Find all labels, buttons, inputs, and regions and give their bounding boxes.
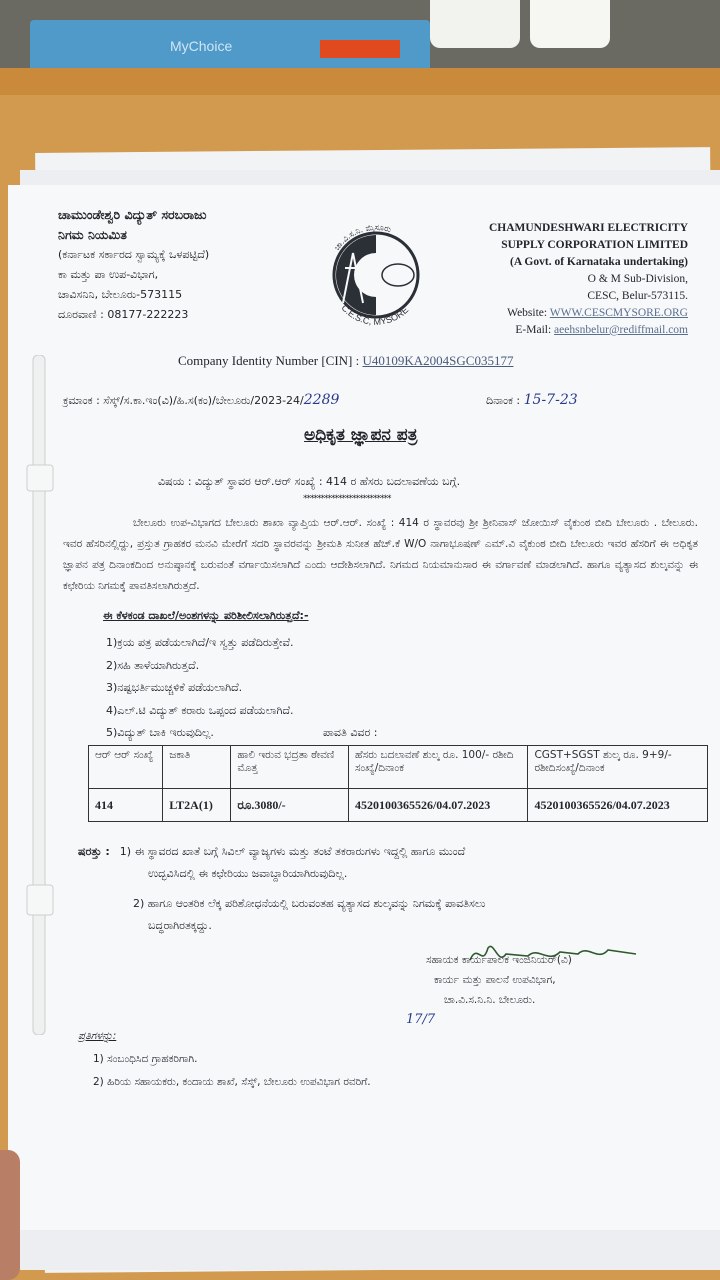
box-brand-2 xyxy=(320,40,400,58)
org-name-en: CHAMUNDESHWARI ELECTRICITY xyxy=(488,222,688,234)
email-label: E-Mail: xyxy=(515,324,555,336)
condition-item: 2) ಹಾಗೂ ಆಂತರಿಕ ಲೆಕ್ಕ ಪರಿಶೋಧನೆಯಲ್ಲಿ ಬರುವಂತಹ ವ್ಯತ್ಯಾಸದ ಶುಲ್ಕವನ್ನು ನಿಗಮಕ್ಕೆ ಪಾವತಿಸಲು xyxy=(133,897,486,910)
signatory-initial: 17/7 xyxy=(406,1012,436,1027)
cin-label: Company Identity Number [CIN] : xyxy=(178,353,363,368)
separator-stars: ************************* xyxy=(303,494,391,504)
cesc-logo-icon xyxy=(313,213,438,328)
memo-title: ಅಧಿಕೃತ ಜ್ಞಾಪನ ಪತ್ರ xyxy=(304,425,418,445)
checklist-item: 3)ನಷ್ಟಭರ್ತಿಮುಚ್ಚಳಿಕೆ ಪಡೆಯಲಾಗಿದೆ. xyxy=(106,681,243,694)
table-cell: 4520100365526/04.07.2023 xyxy=(528,789,708,822)
ref-handwritten-number: 2289 xyxy=(303,392,340,408)
email-link[interactable]: aeehsnbelur@rediffmail.com xyxy=(554,324,688,336)
condition-item: ಬದ್ಧರಾಗಿರತಕ್ಕದ್ದು. xyxy=(148,919,212,932)
table-cell: 4520100365526/04.07.2023 xyxy=(348,789,528,822)
govt-undertaking-en: (A Govt. of Karnataka undertaking) xyxy=(510,256,688,268)
table-header-row xyxy=(89,746,708,789)
signatory-office: ಚಾ.ವಿ.ಸ.ನಿ.ನಿ. ಬೇಲೂರು. xyxy=(444,994,536,1006)
table-cell: LT2A(1) xyxy=(163,789,231,822)
table-header: ಆರ್ ಆರ್ ಸಂಖ್ಯೆ xyxy=(89,746,163,789)
org-name-kn-2: ನಿಗಮ ನಿಯಮಿತ xyxy=(58,227,127,242)
cin-value: U40109KA2004SGC035177 xyxy=(362,353,514,368)
header-english xyxy=(448,220,688,339)
address-kn: ಚಾವಿಸನಿನಿ, ಬೇಲೂರು-573115 xyxy=(58,288,183,301)
email-line xyxy=(448,322,688,339)
table-header: ಹೆಸರು ಬದಲಾವಣೆ ಶುಲ್ಕ ರೂ. 100/- ರಶೀದಿ ಸಂಖ್ಯೆ/ದಿನಾಂಕ xyxy=(348,746,528,789)
table-header: CGST+SGST ಶುಲ್ಕ ರೂ. 9+9/- ರಶೀದಿಸಂಖ್ಯೆ/ದಿನಾಂಕ xyxy=(528,746,708,789)
table-row xyxy=(89,789,708,822)
phone-kn: ದೂರವಾಣಿ : 08177-222223 xyxy=(58,308,189,321)
conditions xyxy=(78,841,485,937)
paper-roll-1 xyxy=(430,0,520,48)
logo-bottom-text: C.E.S.C, MYSORE xyxy=(339,302,411,327)
website-label: Website: xyxy=(507,307,550,319)
ref-text: ಕ್ರಮಾಂಕ : ಸೆಸ್ಕ್/ಸ.ಕಾ.ಇಂ(ವಿ)/ಹಿ.ಸ(ಕಂ)/ಬೇಲೂರು/2023-24/ xyxy=(63,394,304,407)
condition-item: ಉದ್ಭವಿಸಿದಲ್ಲಿ ಈ ಕಛೇರಿಯು ಜವಾಬ್ದಾರಿಯಾಗಿರುವುದಿಲ್ಲ. xyxy=(148,867,348,880)
box-brand: MyChoice xyxy=(170,38,233,54)
conditions-label: ಷರತ್ತು : xyxy=(78,845,110,858)
reference-number xyxy=(63,392,339,408)
checklist-item: 1)ಕ್ರಯ ಪತ್ರ ಪಡೆಯಲಾಗಿದೆ/ಇ ಸ್ವತ್ತು ಪಡೆದಿರುತ್ತೇವೆ. xyxy=(106,636,294,649)
copies-block xyxy=(78,1025,371,1094)
signatory-block xyxy=(406,950,572,1030)
copies-label: ಪ್ರತಿಗಳನ್ನು: xyxy=(78,1030,117,1042)
condition-item: 1) ಈ ಸ್ಥಾವರದ ಖಾತೆ ಬಗ್ಗೆ ಸಿವಿಲ್ ವ್ಯಾಜ್ಯಗಳು ಮತ್ತು ತಂಟೆ ತಕರಾರುಗಳು ಇದ್ದಲ್ಲಿ ಹಾಗೂ ಮುಂದೆ xyxy=(119,845,466,858)
header-kannada xyxy=(58,205,209,325)
table-header: ಜಕಾತಿ xyxy=(163,746,231,789)
logo-top-text: ಚಾ.ವಿ.ಸ.ನಿ. ಮೈಸೂರು xyxy=(332,222,393,253)
subject-line: ವಿಷಯ : ವಿದ್ಯುತ್ ಸ್ಥಾವರ ಆರ್.ಆರ್ ಸಂಖ್ಯೆ : 414 ರ ಹೆಸರು ಬದಲಾವಣೆಯ ಬಗ್ಗೆ. xyxy=(158,475,461,488)
date-value: 15-7-23 xyxy=(523,392,578,408)
website-line xyxy=(448,305,688,322)
date-label: ದಿನಾಂಕ : xyxy=(486,394,524,407)
date-line xyxy=(486,392,578,408)
payment-title: ಪಾವತಿ ವಿವರ : xyxy=(323,726,378,739)
table-cell: ರೂ.3080/- xyxy=(231,789,349,822)
subdivision-kn: ಕಾ ಮತ್ತು ಪಾ ಉಪ-ವಿಭಾಗ, xyxy=(58,268,159,281)
copy-item: 1) ಸಂಬಂಧಿಸಿದ ಗ್ರಾಹಕರಿಗಾಗಿ. xyxy=(93,1053,198,1065)
signatory-title: ಸಹಾಯಕ ಕಾರ್ಯಪಾಲಕ ಇಂಜಿನಿಯರ್(ವಿ) xyxy=(426,954,572,966)
table-header: ಹಾಲಿ ಇರುವ ಭದ್ರತಾ ಠೇವಣಿ ಮೊತ್ತ xyxy=(231,746,349,789)
finger-edge xyxy=(0,1150,20,1280)
table-cell: 414 xyxy=(89,789,163,822)
body-paragraph: ಬೇಲೂರು ಉಪ-ವಿಭಾಗದ ಬೇಲೂರು ಶಾಖಾ ವ್ಯಾಪ್ತಿಯ ಆರ್.ಆರ್. ಸಂಖ್ಯೆ : 414 ರ ಸ್ಥಾವರವು ಶ್ರೀ ಶ್ರೀನಿವಾಸ್ ಜೋಯಿಸ್ ವೈಕುಂಠ ಬೀದಿ ಬೇಲೂರು . ಬೇಲೂರು. ಇವರ ಹೆಸರಿನಲ್ಲಿದ್ದು, ಪ್ರಸ್ತುತ ಗ್ರಾಹಕರ ಮನವಿ ಮೇರೆಗೆ ಸದರಿ ಸ್ಥಾವರವನ್ನು ಶ್ರೀಮತಿ ಸುನೀತ ಹೆಚ್.ಕೆ W/O ನಾಗಾಭೂಷಣ್ ಎಮ್.ವಿ ವೈಕುಂಠ ಬೀದಿ ಬೇಲೂರು ಇವರ ಹೆಸರಿಗೆ ಈ ಅಧಿಕೃತ ಜ್ಞಾಪನ ಪತ್ರ ದಿನಾಂಕದಿಂದ ಅನುಷ್ಠಾನಕ್ಕೆ ಬರುವಂತೆ ವರ್ಗಾಯಿಸಲಾಗಿದೆ ಎಂದು ಆದೇಶಿಸಲಾಗಿದೆ. ನಿಗಮದ ನಿಯಮಾನುಸಾರ ಈ ವರ್ಗಾವಣೆ ಮಾಡಲಾಗಿದೆ. ಹಾಗೂ ವ್ಯತ್ಯಾಸದ ಶುಲ್ಕವನ್ನು ಈ ಕಛೇರಿಯ ನಿಗಮಕ್ಕೆ ಪಾವತಿಸಲಾಗಿರುತ್ತದೆ. xyxy=(63,517,698,592)
checklist-item: 2)ಸಹಿ ತಾಳೆಯಾಗಿರುತ್ತದೆ. xyxy=(106,658,200,672)
paper-roll-2 xyxy=(530,0,610,48)
signatory-dept: ಕಾರ್ಯ ಮತ್ತು ಪಾಲನೆ ಉಪವಿಭಾಗ, xyxy=(434,974,556,986)
copy-item: 2) ಹಿರಿಯ ಸಹಾಯಕರು, ಕಂದಾಯ ಶಾಖೆ, ಸೆಸ್ಕ್, ಬೇಲೂರು ಉಪವಿಭಾಗ ರವರಿಗೆ. xyxy=(93,1076,371,1088)
govt-undertaking-kn: (ಕರ್ನಾಟಕ ಸರ್ಕಾರದ ಸ್ವಾಮ್ಯಕ್ಕೆ ಒಳಪಟ್ಟಿದೆ) xyxy=(58,248,210,261)
cin-line xyxy=(178,353,513,369)
org-name-en-2: SUPPLY CORPORATION LIMITED xyxy=(501,239,688,251)
address-en: CESC, Belur-573115. xyxy=(587,290,688,302)
website-link[interactable]: WWW.CESCMYSORE.ORG xyxy=(549,307,688,319)
org-name-kn: ಚಾಮುಂಡೇಶ್ವರಿ ವಿದ್ಯುತ್ ಸರಬರಾಜು xyxy=(58,207,207,222)
checklist-title: ಈ ಕೆಳಕಂಡ ದಾಖಲೆ/ಅಂಶಗಳನ್ನು ಪರಿಶೀಲಿಸಲಾಗಿರುತ್ತದೆ:- xyxy=(103,609,309,622)
payment-table xyxy=(88,745,708,822)
checklist-item: 5)ವಿದ್ಯುತ್ ಬಾಕಿ ಇರುವುದಿಲ್ಲ. xyxy=(106,726,214,739)
checklist xyxy=(106,632,294,745)
memo-document xyxy=(8,185,720,1230)
subdivision-en: O & M Sub-Division, xyxy=(587,273,688,285)
plastic-file-clip-icon xyxy=(25,355,55,1035)
checklist-item: 4)ಎಲ್.ಟಿ ವಿದ್ಯುತ್ ಕರಾರು ಒಪ್ಪಂದ ಪಡೆಯಲಾಗಿದೆ. xyxy=(106,703,294,717)
